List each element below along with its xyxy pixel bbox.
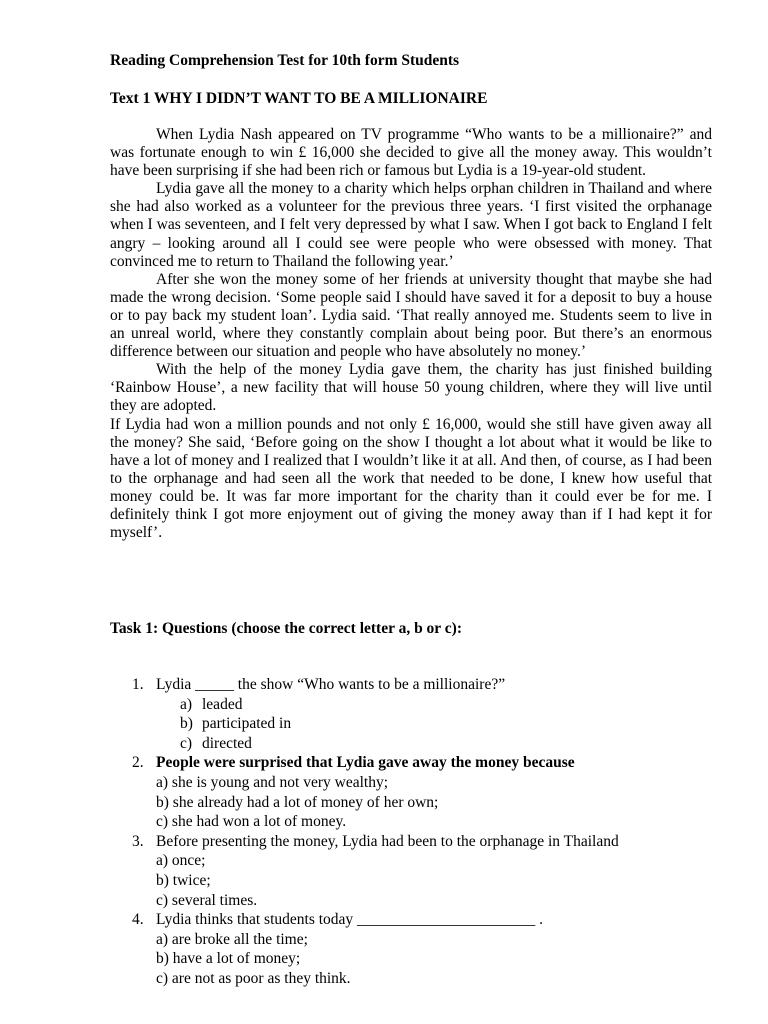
option-text: leaded [202, 695, 243, 713]
text-heading: Text 1 WHY I DIDN’T WANT TO BE A MILLIONAIRE [110, 90, 488, 107]
question-text: People were surprised that Lydia gave away the money because [156, 754, 575, 772]
passage-paragraph: Lydia gave all the money to a charity which helps orphan children in Thailand and where she had also worked as a volunteer for the previous three years. ‘I first visited the orphanage when I was seventeen, and I felt very depressed by what I saw. When I got back to England I felt angry – looking around all I could see were people who were obsessed with money. That convinced me to return to Thailand the following year.’ [110, 180, 712, 270]
question-item [110, 675, 720, 753]
question-number: 1. [132, 676, 144, 693]
option-letter: b) [156, 871, 169, 889]
answer-option [156, 812, 720, 832]
option-letter: a) [156, 852, 169, 870]
option-text: directed [202, 734, 252, 752]
task-heading: Task 1: Questions (choose the correct letter a, b or c): [110, 620, 462, 637]
option-text: once; [171, 852, 206, 870]
answer-option [156, 930, 720, 950]
option-letter: b) [180, 715, 193, 733]
passage-paragraph: If Lydia had won a million pounds and not only £ 16,000, would she still have given away all the money? She said, ‘Before going on the show I thought a lot about what it would be like to have a lot of money and I realized that I wouldn’t like it at all. And then, of course, as I had been to the orphanage and had seen all the work that needed to be done, I knew how useful that money could be. It was far more important for the charity than it could ever be for me. I definitely think I got more enjoyment out of giving the money away than if I had kept it for myself’. [110, 415, 712, 542]
answer-option [156, 891, 720, 911]
answer-option [156, 695, 720, 715]
option-text: she already had a lot of money of her own; [172, 793, 439, 811]
option-letter: c) [156, 969, 169, 987]
passage-paragraph: After she won the money some of her friends at university thought that maybe she had made the wrong decision. ‘Some people said I should have saved it for a deposit to buy a house or to pay back my student loan’. Lydia said. ‘That really annoyed me. Students seem to live in an unreal world, where they constantly complain about being poor. But there’s an enormous difference between our situation and people who have absolutely no money.’ [110, 270, 712, 361]
answer-option [156, 734, 720, 754]
option-letter: a) [180, 695, 193, 713]
answer-option [156, 871, 720, 891]
question-item [110, 753, 720, 831]
answer-option [156, 969, 720, 989]
option-text: she is young and not very wealthy; [171, 773, 389, 791]
question-number: 2. [132, 754, 144, 772]
option-text: have a lot of money; [172, 950, 301, 968]
option-text: are not as poor as they think. [171, 969, 351, 987]
option-letter: a) [156, 773, 169, 791]
question-list [110, 675, 720, 989]
question-item [110, 832, 720, 910]
reading-passage [110, 126, 712, 542]
passage-paragraph: With the help of the money Lydia gave them, the charity has just finished building ‘Rainbow House’, a new facility that will house 50 young children, where they will live until they are adopted. [110, 361, 712, 415]
answer-option [156, 714, 720, 734]
question-text: Before presenting the money, Lydia had been to the orphanage in Thailand [156, 832, 619, 850]
passage-paragraph: When Lydia Nash appeared on TV programme “Who wants to be a millionaire?” and was fortunate enough to win £ 16,000 she decided to give all the money away. This wouldn’t have been surprising if she had been rich or famous but Lydia is a 19-year-old student. [110, 126, 712, 180]
option-letter: c) [180, 734, 193, 752]
question-text: Lydia _____ the show “Who wants to be a millionaire?” [156, 676, 506, 693]
answer-option [156, 773, 720, 793]
answer-option [156, 949, 720, 969]
option-letter: a) [156, 930, 169, 948]
test-title: Reading Comprehension Test for 10th form Students [110, 52, 460, 69]
option-text: she had won a lot of money. [171, 813, 347, 831]
question-text: Lydia thinks that students today _______________________ . [156, 911, 544, 929]
option-letter: c) [156, 891, 169, 909]
option-text: several times. [171, 891, 258, 909]
question-number: 4. [132, 911, 144, 929]
option-text: are broke all the time; [171, 930, 308, 948]
option-text: participated in [202, 715, 292, 733]
option-letter: b) [156, 793, 169, 811]
answer-option [156, 793, 720, 813]
answer-option [156, 851, 720, 871]
option-letter: b) [156, 950, 169, 968]
option-letter: c) [156, 813, 169, 831]
question-item [110, 910, 720, 988]
question-number: 3. [132, 832, 144, 850]
option-text: twice; [172, 871, 211, 889]
